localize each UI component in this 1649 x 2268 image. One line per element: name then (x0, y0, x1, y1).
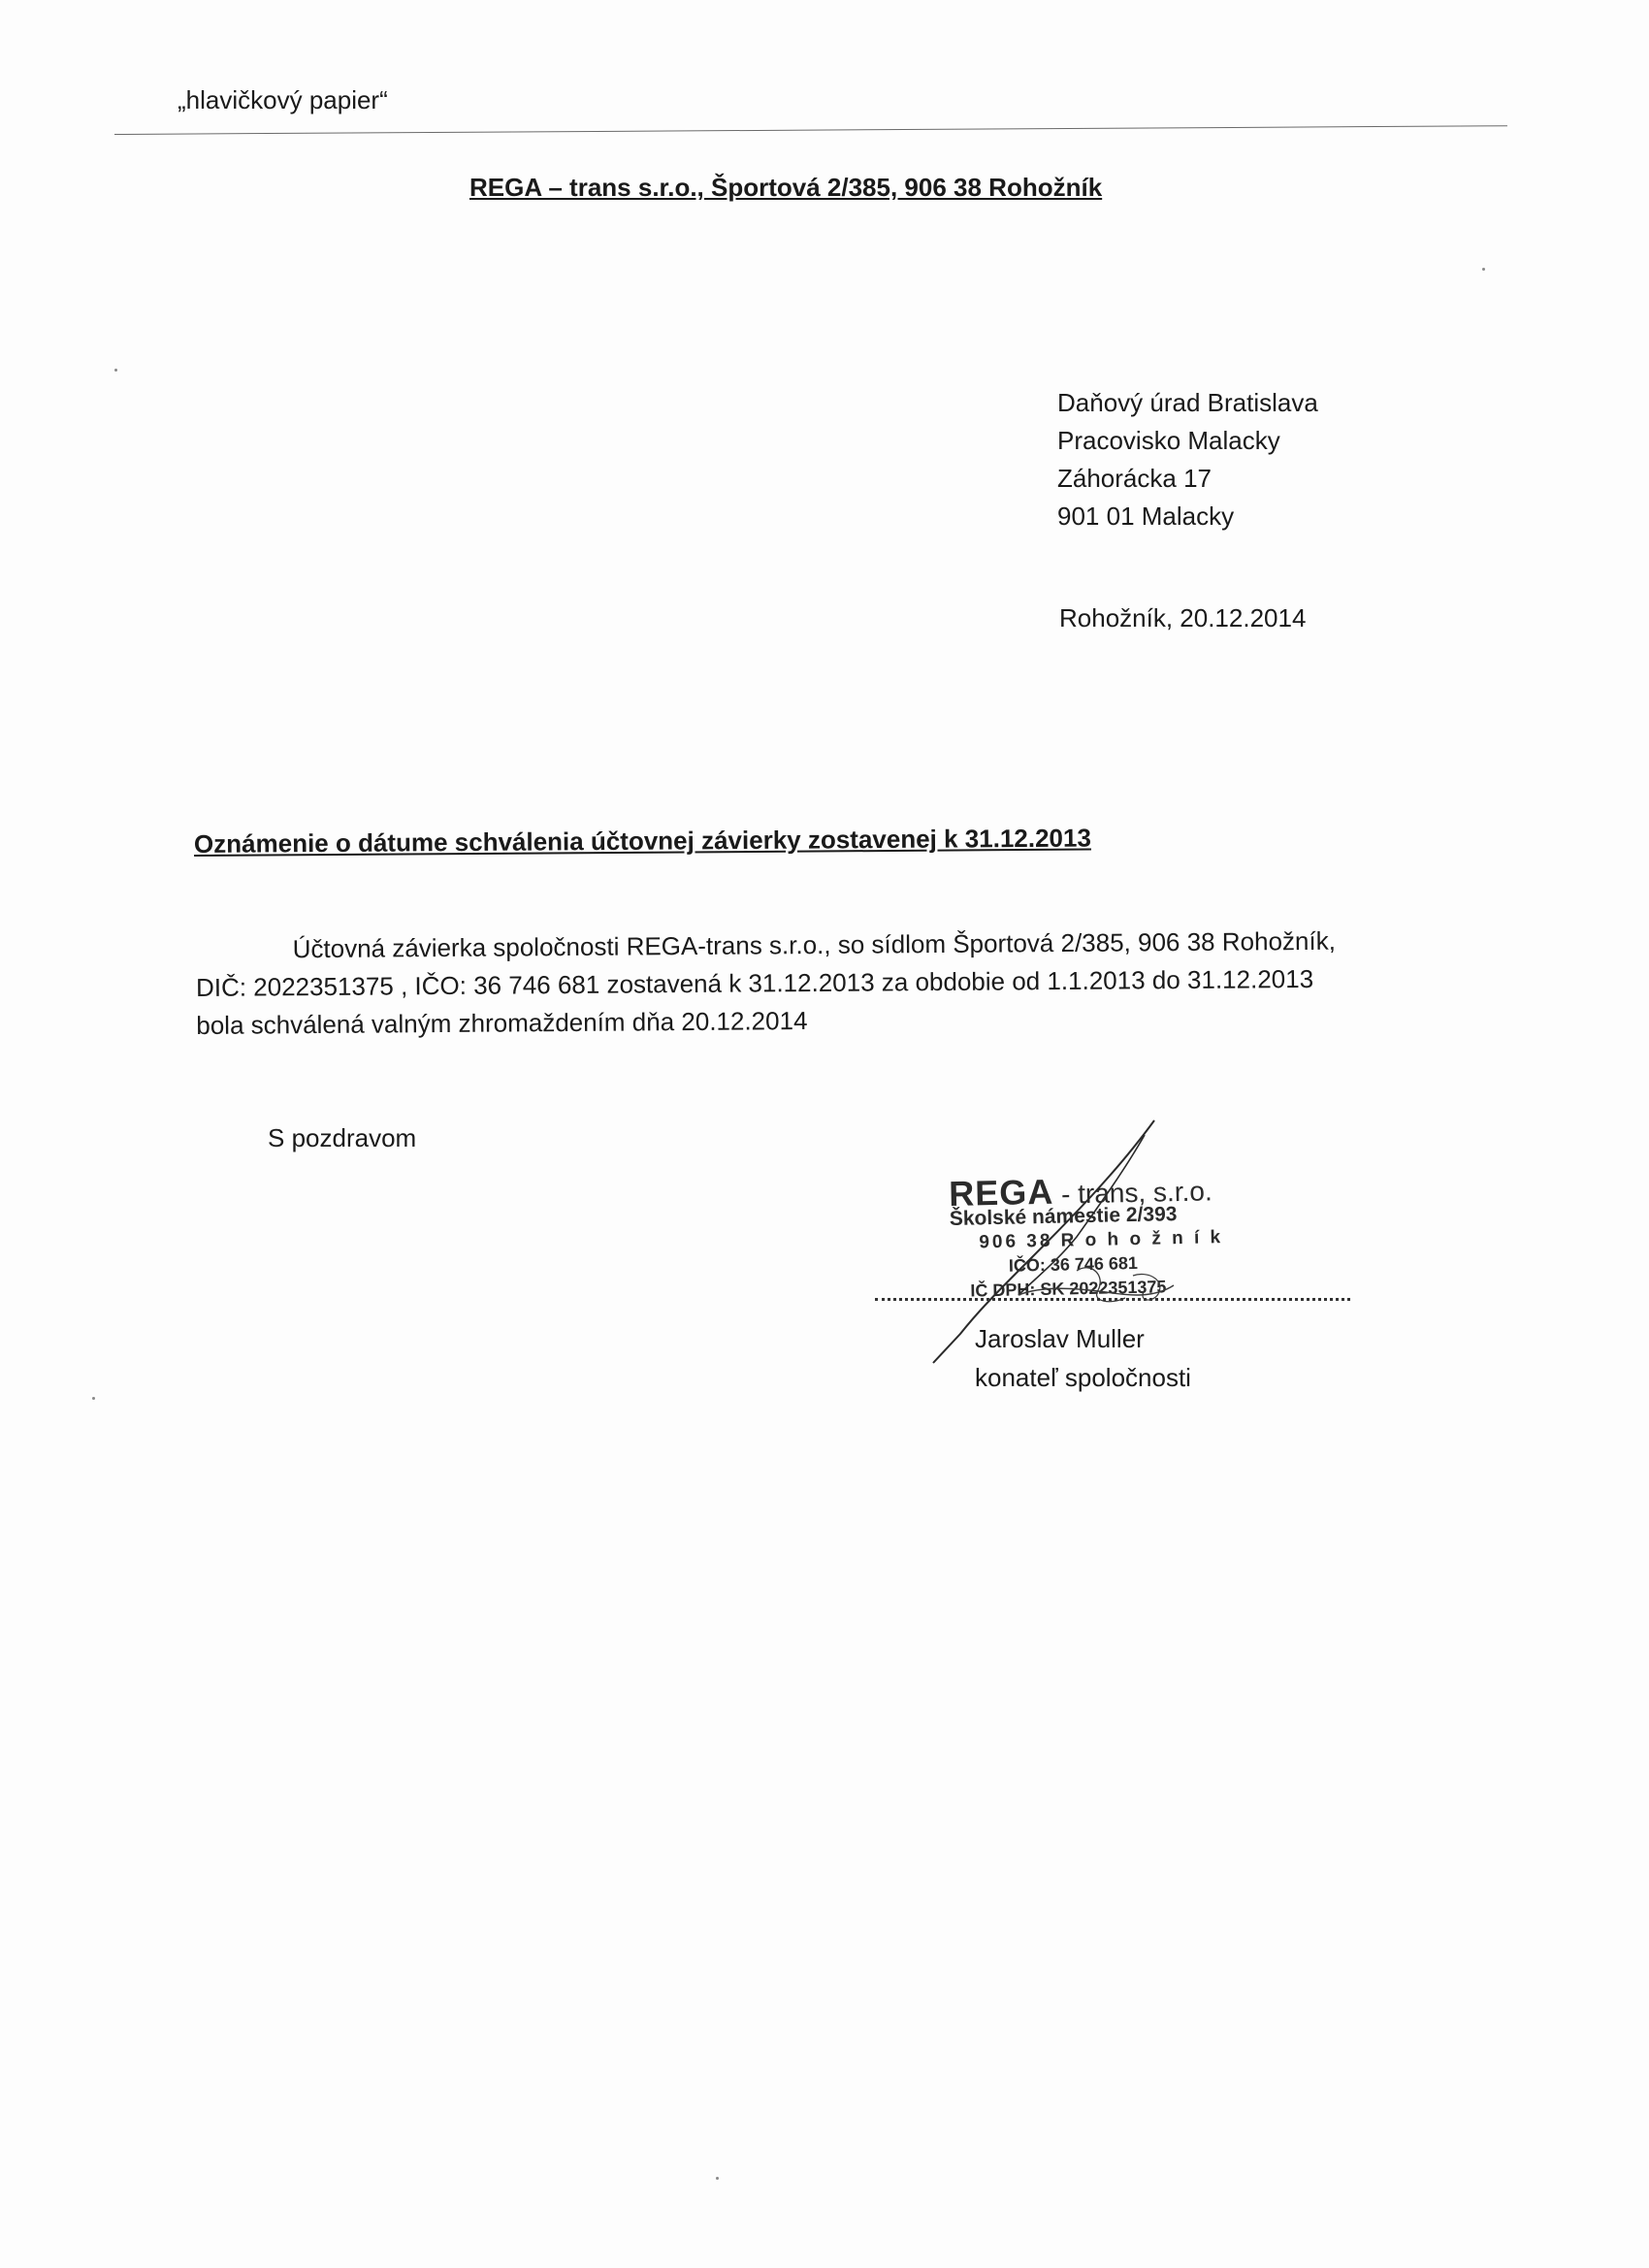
scan-speck (92, 1397, 95, 1400)
scan-speck (716, 2177, 719, 2180)
company-address-line: REGA – trans s.r.o., Športová 2/385, 906 38 Rohožník (469, 173, 1103, 202)
recipient-line: Daňový úrad Bratislava (1057, 388, 1318, 417)
scan-speck (1482, 268, 1485, 271)
body-line: bola schválená valným zhromaždením dňa 20.12.2014 (196, 1006, 808, 1040)
header-rule (114, 125, 1507, 135)
scan-speck (114, 369, 117, 372)
recipient-line: Pracovisko Malacky (1057, 426, 1280, 455)
signer-name: Jaroslav Muller (975, 1324, 1145, 1353)
body-line: Účtovná závierka spoločnosti REGA-trans s.r.o., so sídlom Športová 2/385, 906 38 Rohožník, (292, 925, 1336, 964)
signature-line (875, 1298, 1350, 1301)
letter-subject: Oznámenie o dátume schválenia účtovnej závierky zostavenej k 31.12.2013 (193, 823, 1091, 859)
recipient-address (1057, 384, 1318, 535)
stamp-ic-dph: IČ DPH: SK 2022351375 (970, 1277, 1167, 1301)
stamp-company-name: REGA - trans, s.r.o. (948, 1171, 1212, 1214)
letter-body (196, 923, 1337, 1045)
stamp-city: 906 38 R o h o ž n í k (979, 1227, 1224, 1253)
signer-role: konateľ spoločnosti (975, 1363, 1191, 1392)
stamp-street: Školské námestie 2/393 (949, 1203, 1178, 1230)
recipient-line: 901 01 Malacky (1057, 502, 1235, 531)
place-and-date: Rohožník, 20.12.2014 (1059, 603, 1307, 632)
letterhead-note: „hlavičkový papier“ (178, 85, 388, 114)
recipient-line: Záhorácka 17 (1057, 464, 1212, 493)
body-line: DIČ: 2022351375 , IČO: 36 746 681 zostavená k 31.12.2013 za obdobie od 1.1.2013 do 31.12.2013 (195, 963, 1314, 1002)
stamp-ico: IČO: 36 746 681 (1008, 1252, 1139, 1276)
signer-block (975, 1319, 1191, 1397)
closing-greeting: S pozdravom (268, 1123, 417, 1152)
